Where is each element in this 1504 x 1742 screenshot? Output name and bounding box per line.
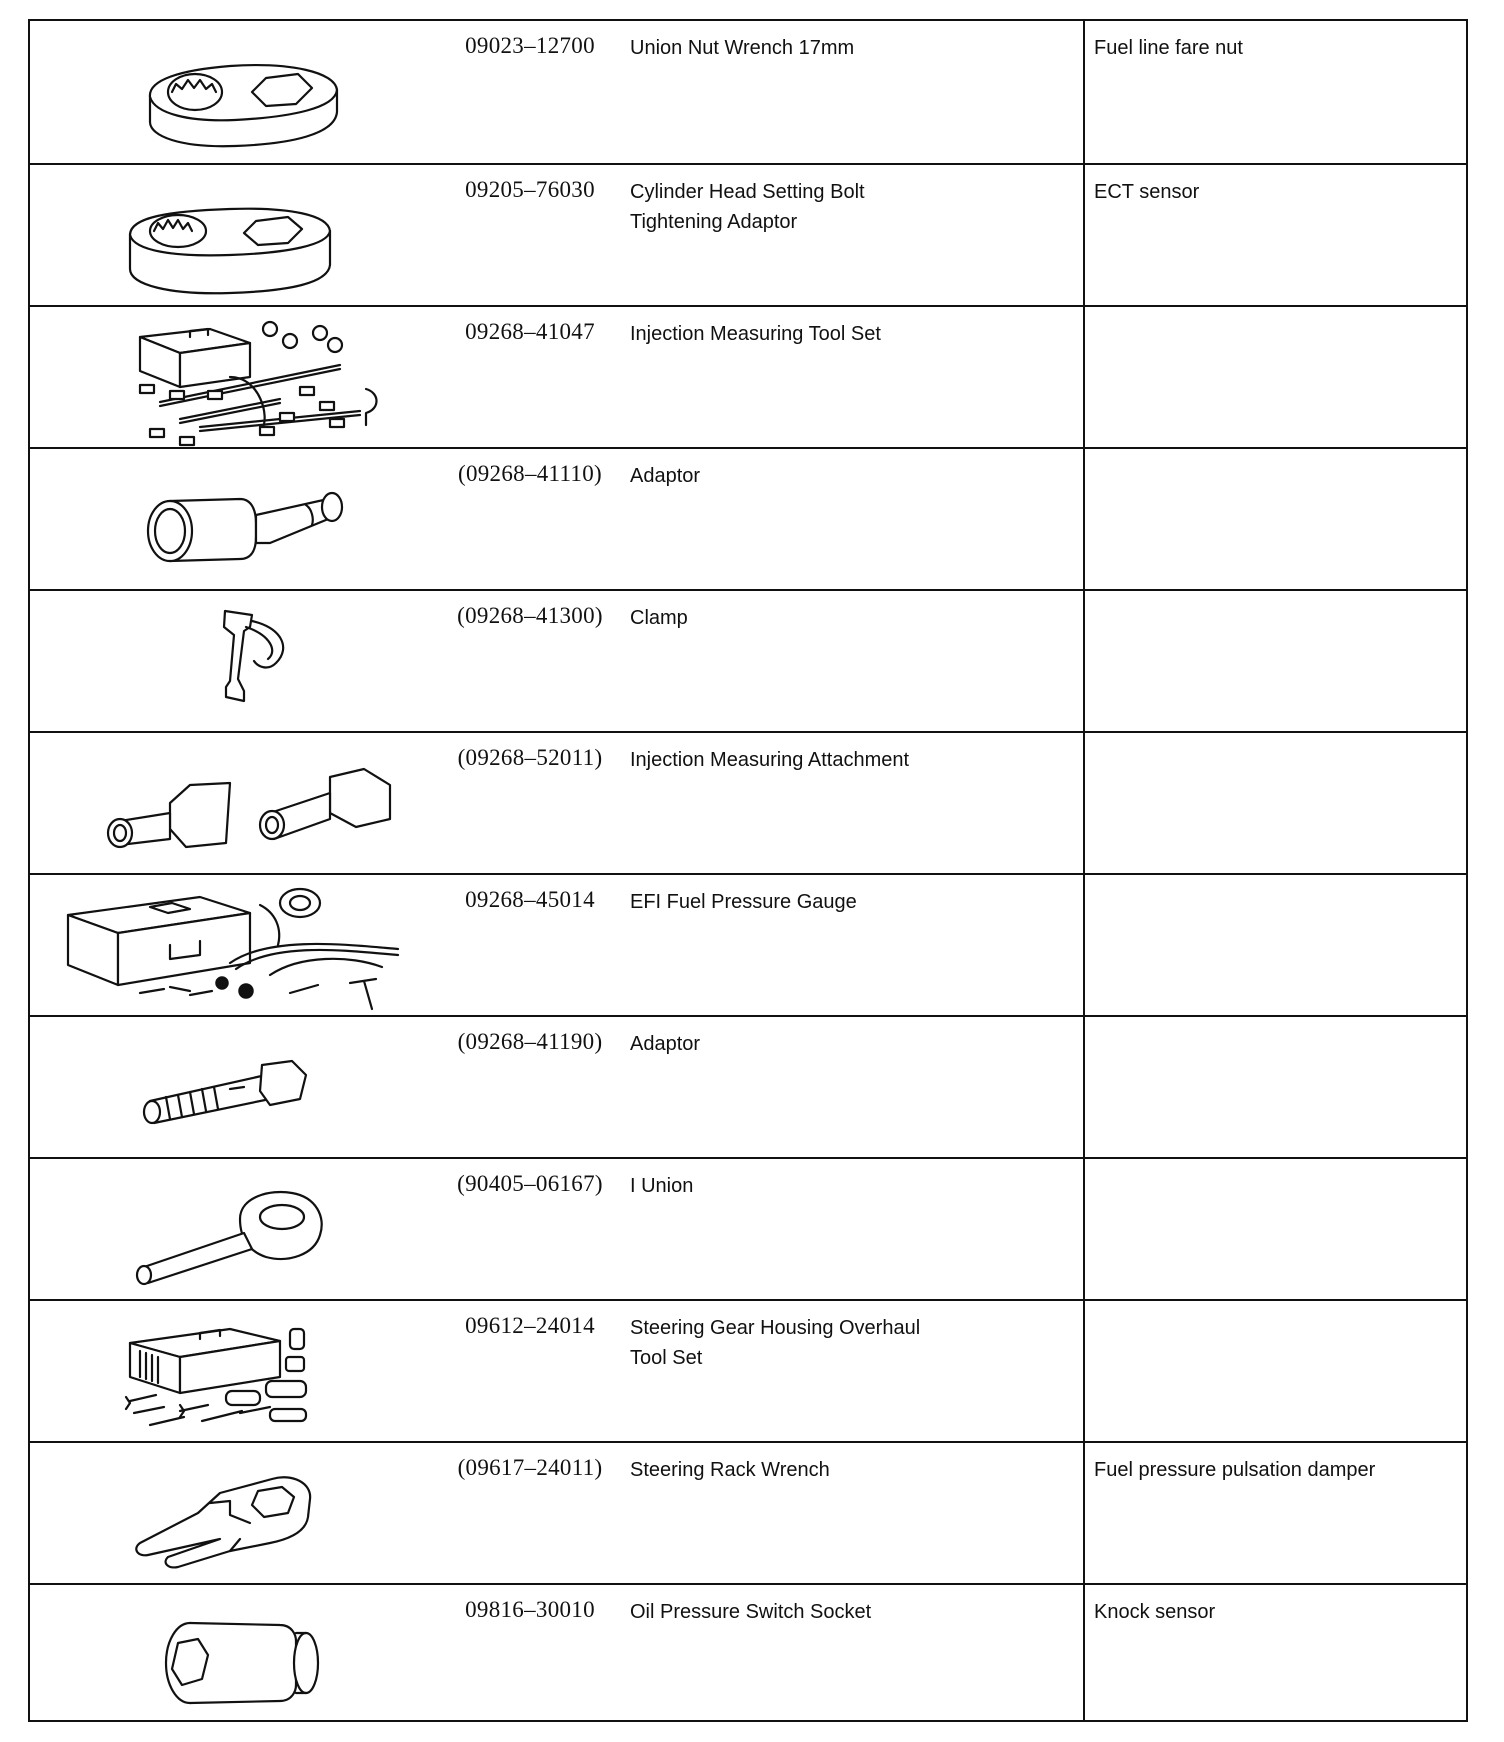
part-number: (09617–24011): [457, 1455, 603, 1480]
tool-name: [630, 887, 1070, 917]
tool-set-icon: [30, 307, 430, 447]
tool-name: [630, 745, 1070, 775]
socket-icon: [30, 1585, 430, 1725]
part-number: (09268–41110): [457, 461, 602, 486]
application-note: Fuel line fare nut: [1094, 37, 1243, 59]
application-note: Fuel pressure pulsation damper: [1094, 1459, 1376, 1481]
tool-row: [30, 447, 1466, 589]
part-number: 09268–45014: [465, 887, 595, 912]
adaptor-icon: [30, 449, 430, 589]
bolt-adaptor-icon: [30, 1017, 430, 1157]
special-service-tools-table: [28, 19, 1468, 1722]
rack-wrench-icon: [30, 1443, 430, 1583]
tool-name: [630, 1455, 1070, 1485]
clamp-icon: [30, 591, 430, 731]
part-number: 09816–30010: [465, 1597, 595, 1622]
tool-row: [30, 589, 1466, 731]
tool-name-line: Steering Rack Wrench: [630, 1459, 830, 1481]
union-fitting-icon: [30, 1159, 430, 1299]
part-number: 09612–24014: [465, 1313, 595, 1338]
tool-row: [30, 1583, 1466, 1725]
tool-row: [30, 873, 1466, 1015]
part-number: (09268–41190): [457, 1029, 603, 1054]
tool-name-line: Tightening Adaptor: [630, 211, 798, 233]
head-bolt-adaptor-icon: [30, 165, 430, 305]
tool-row: [30, 1015, 1466, 1157]
tool-name: [630, 1313, 1070, 1373]
tool-row: [30, 163, 1466, 305]
tool-name-line: Adaptor: [630, 1033, 701, 1055]
tool-name: [630, 1029, 1070, 1059]
tool-name-line: I Union: [630, 1175, 694, 1197]
part-number: (90405–06167): [457, 1171, 603, 1196]
part-number: (09268–52011): [457, 745, 603, 770]
injection-attachment-icon: [30, 733, 430, 873]
tool-name: [630, 461, 1070, 491]
tool-name-line: Tool Set: [630, 1347, 703, 1369]
tool-name: [630, 1597, 1070, 1627]
tool-row: [30, 305, 1466, 447]
tool-name: [630, 1171, 1070, 1201]
steering-tool-set-icon: [30, 1301, 430, 1441]
part-number: (09268–41300): [457, 603, 603, 628]
application-note: Knock sensor: [1094, 1601, 1216, 1623]
tool-name-line: Cylinder Head Setting Bolt: [630, 181, 865, 203]
tool-name-line: Union Nut Wrench 17mm: [630, 37, 855, 59]
pressure-gauge-case-icon: [30, 875, 430, 1015]
part-number: 09205–76030: [465, 177, 595, 202]
tool-name-line: Injection Measuring Attachment: [630, 749, 910, 771]
tool-name: [630, 603, 1070, 633]
tool-row: [30, 1157, 1466, 1299]
tool-name-line: Steering Gear Housing Overhaul: [630, 1317, 921, 1339]
tool-row: [30, 21, 1466, 163]
tool-row: [30, 1299, 1466, 1441]
tool-name: [630, 319, 1070, 349]
tool-row: [30, 1441, 1466, 1583]
tool-name-line: Clamp: [630, 607, 688, 629]
tool-name: [630, 33, 1070, 63]
tool-name-line: EFI Fuel Pressure Gauge: [630, 891, 857, 913]
tool-name: [630, 177, 1070, 237]
application-note: ECT sensor: [1094, 181, 1200, 203]
tool-name-line: Oil Pressure Switch Socket: [630, 1601, 872, 1623]
part-number: 09023–12700: [465, 33, 595, 58]
tool-name-line: Adaptor: [630, 465, 701, 487]
tool-name-line: Injection Measuring Tool Set: [630, 323, 881, 345]
tool-row: [30, 731, 1466, 873]
part-number: 09268–41047: [465, 319, 595, 344]
union-nut-wrench-icon: [30, 21, 430, 163]
